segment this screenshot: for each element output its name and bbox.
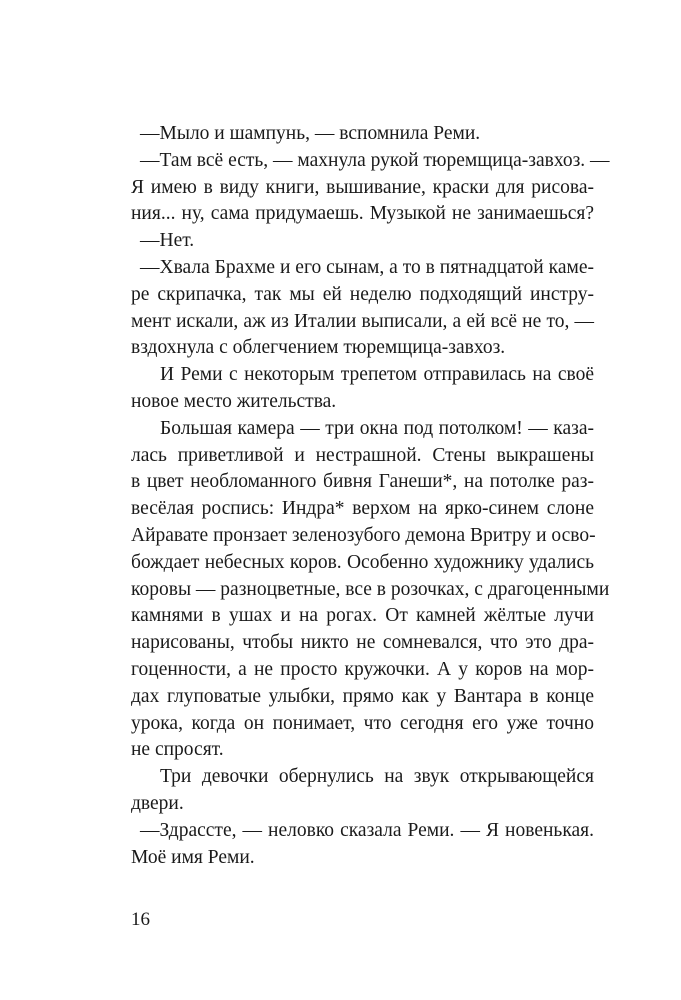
text-line: Большая камера — три окна под потолком! — каза-: [160, 417, 594, 439]
text-line: —Хвала Брахме и его сынам, а то в пятнадцатой каме-: [140, 256, 594, 278]
text-line: Я имею в виду книги, вышивание, краски для рисова-: [131, 176, 594, 198]
text-line: Три девочки обернулись на звук открывающейся: [160, 766, 594, 788]
text-line: —Здрассте, — неловко сказала Реми. — Я новенькая.: [140, 819, 594, 841]
text-line: ния... ну, сама придумаешь. Музыкой не занимаешься?: [131, 203, 594, 225]
text-line: ре скрипачка, так мы ей неделю подходящий инстру-: [131, 283, 594, 305]
text-line: дах глуповатые улыбки, прямо как у Вантара в конце: [131, 685, 594, 707]
text-line: бождает небесных коров. Особенно художнику удались: [131, 551, 594, 573]
text-line: в цвет необломанного бивня Ганеши*, на потолке раз-: [131, 471, 594, 493]
text-line: —Мыло и шампунь, — вспомнила Реми.: [140, 123, 481, 144]
page-number: 16: [131, 909, 150, 930]
text-line: —Нет.: [140, 230, 195, 252]
text-line: Айравате пронзает зеленозубого демона Вритру и осво-: [131, 524, 596, 546]
text-line: двери.: [131, 792, 184, 814]
text-line: новое место жительства.: [131, 390, 337, 412]
text-line: весёлая роспись: Индра* верхом на ярко-синем слоне: [131, 498, 594, 520]
text-line: —Там всё есть, — махнула рукой тюремщица-завхоз. —: [140, 149, 610, 171]
text-line: коровы — разноцветные, все в розочках, с драгоценными: [131, 578, 610, 600]
text-line: И Реми с некоторым трепетом отправилась на своё: [160, 364, 594, 386]
text-line: нарисованы, чтобы никто не сомневался, что это дра-: [131, 632, 594, 654]
text-line: лась приветливой и нестрашной. Стены выкрашены: [131, 444, 594, 466]
page-body-text: [131, 121, 610, 871]
text-line: урока, когда он понимает, что сегодня его уже точно: [131, 712, 594, 734]
text-line: мент искали, аж из Италии выписали, а ей всё не то, —: [131, 310, 594, 332]
text-line: не спросят.: [131, 739, 224, 761]
text-line: камнями в ушах и на рогах. От камней жёлтые лучи: [131, 605, 594, 627]
text-line: Моё имя Реми.: [131, 846, 255, 868]
text-line: гоценности, а не просто кружочки. А у коров на мор-: [131, 658, 594, 680]
text-line: вздохнула с облегчением тюремщица-завхоз.: [131, 337, 506, 359]
